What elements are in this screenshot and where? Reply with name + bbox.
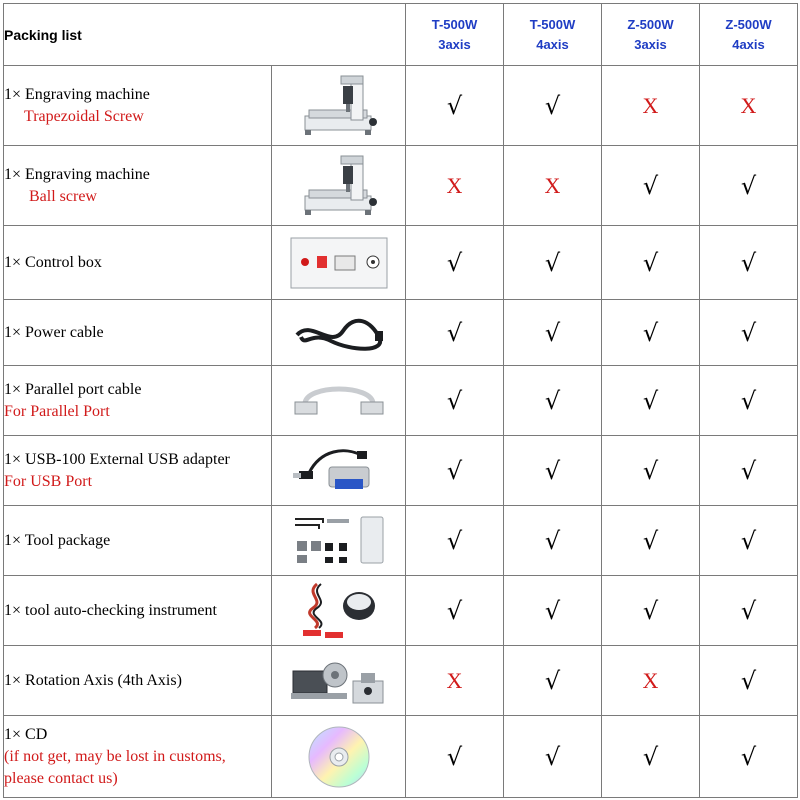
mark-cell [700, 226, 798, 300]
item-image-cell [272, 366, 406, 436]
mark-cell [406, 436, 504, 506]
item-image-cell [272, 506, 406, 576]
mark-cell [406, 366, 504, 436]
item-label: 1× Engraving machine [4, 85, 150, 103]
check-mark-icon: √ [544, 666, 561, 695]
table-row [4, 226, 798, 300]
item-label: 1× Tool package [4, 531, 111, 549]
mark-cell [504, 146, 602, 226]
mark-cell [700, 646, 798, 716]
table-row [4, 646, 798, 716]
item-label: 1× tool auto-checking instrument [4, 601, 217, 619]
cross-mark-icon: X [740, 92, 757, 118]
check-mark-icon: √ [642, 526, 659, 555]
mark-cell [504, 576, 602, 646]
item-sublabel: For USB Port [4, 472, 93, 490]
check-mark-icon: √ [446, 386, 463, 415]
item-cell [4, 66, 272, 146]
check-mark-icon: √ [446, 91, 463, 120]
table-row [4, 66, 798, 146]
item-sublabel: please contact us) [4, 769, 118, 787]
mark-cell [406, 646, 504, 716]
power-cable-icon [291, 313, 387, 353]
mark-cell [602, 366, 700, 436]
item-image-cell [272, 300, 406, 366]
check-mark-icon: √ [740, 318, 757, 347]
item-cell [4, 146, 272, 226]
check-mark-icon: √ [544, 596, 561, 625]
rotation-axis-icon [287, 651, 391, 711]
mark-cell [504, 436, 602, 506]
check-mark-icon: √ [446, 248, 463, 277]
check-mark-icon: √ [740, 666, 757, 695]
mark-cell [602, 716, 700, 798]
mark-cell [406, 300, 504, 366]
mark-cell [602, 506, 700, 576]
item-label: 1× Engraving machine [4, 165, 150, 183]
cnc-machine-icon [291, 150, 387, 222]
check-mark-icon: √ [642, 742, 659, 771]
model-name: T-500W [431, 16, 478, 32]
check-mark-icon: √ [740, 386, 757, 415]
mark-cell [700, 300, 798, 366]
check-mark-icon: √ [446, 742, 463, 771]
check-mark-icon: √ [740, 456, 757, 485]
table-row [4, 436, 798, 506]
item-label: 1× USB-100 External USB adapter [4, 450, 230, 468]
mark-cell [504, 226, 602, 300]
tool-checker-icon [291, 580, 387, 642]
model-header [504, 4, 602, 66]
model-header [700, 4, 798, 66]
mark-cell [700, 506, 798, 576]
check-mark-icon: √ [740, 526, 757, 555]
item-image-cell [272, 226, 406, 300]
item-cell [4, 226, 272, 300]
check-mark-icon: √ [740, 248, 757, 277]
mark-cell [700, 146, 798, 226]
check-mark-icon: √ [642, 386, 659, 415]
model-header [406, 4, 504, 66]
item-cell [4, 716, 272, 798]
cross-mark-icon: X [446, 667, 463, 693]
table-row [4, 506, 798, 576]
item-label: 1× Control box [4, 253, 102, 271]
check-mark-icon: √ [544, 91, 561, 120]
model-axis: 4axis [732, 36, 765, 52]
mark-cell [602, 226, 700, 300]
item-image-cell [272, 576, 406, 646]
mark-cell [700, 576, 798, 646]
item-image-cell [272, 646, 406, 716]
item-cell [4, 646, 272, 716]
check-mark-icon: √ [740, 171, 757, 200]
item-image-cell [272, 716, 406, 798]
mark-cell [700, 366, 798, 436]
item-image-cell [272, 146, 406, 226]
model-axis: 4axis [536, 36, 569, 52]
mark-cell [602, 436, 700, 506]
item-cell [4, 506, 272, 576]
mark-cell [504, 366, 602, 436]
check-mark-icon: √ [642, 171, 659, 200]
item-label: 1× Parallel port cable [4, 380, 142, 398]
table-row [4, 366, 798, 436]
item-sublabel: For Parallel Port [4, 402, 110, 420]
check-mark-icon: √ [642, 456, 659, 485]
check-mark-icon: √ [544, 742, 561, 771]
table-row [4, 716, 798, 798]
mark-cell [602, 66, 700, 146]
cross-mark-icon: X [446, 172, 463, 198]
packing-list-table [3, 3, 798, 798]
mark-cell [504, 506, 602, 576]
mark-cell [602, 576, 700, 646]
model-axis: 3axis [438, 36, 471, 52]
mark-cell [406, 716, 504, 798]
mark-cell [406, 506, 504, 576]
item-sublabel: (if not get, may be lost in customs, [4, 747, 226, 765]
check-mark-icon: √ [544, 526, 561, 555]
item-label: 1× Rotation Axis (4th Axis) [4, 671, 182, 689]
model-name: Z-500W [725, 16, 772, 32]
mark-cell [700, 716, 798, 798]
mark-cell [504, 716, 602, 798]
item-image-cell [272, 66, 406, 146]
cross-mark-icon: X [642, 92, 659, 118]
item-cell [4, 366, 272, 436]
item-cell [4, 576, 272, 646]
packing-list-title: Packing list [4, 4, 406, 66]
cross-mark-icon: X [544, 172, 561, 198]
header-row [4, 4, 798, 66]
usb-adapter-icon [291, 443, 387, 499]
check-mark-icon: √ [544, 248, 561, 277]
mark-cell [700, 436, 798, 506]
mark-cell [406, 66, 504, 146]
item-cell [4, 436, 272, 506]
table-row [4, 146, 798, 226]
mark-cell [406, 576, 504, 646]
mark-cell [700, 66, 798, 146]
check-mark-icon: √ [446, 526, 463, 555]
item-sublabel: Ball screw [29, 187, 97, 205]
check-mark-icon: √ [740, 596, 757, 625]
mark-cell [406, 146, 504, 226]
parallel-cable-icon [291, 378, 387, 424]
item-image-cell [272, 436, 406, 506]
mark-cell [602, 646, 700, 716]
item-label: 1× CD [4, 725, 48, 743]
check-mark-icon: √ [446, 318, 463, 347]
check-mark-icon: √ [642, 248, 659, 277]
table-row [4, 300, 798, 366]
check-mark-icon: √ [446, 596, 463, 625]
mark-cell [504, 66, 602, 146]
cd-icon [304, 722, 374, 792]
check-mark-icon: √ [446, 456, 463, 485]
tool-package-icon [289, 511, 389, 571]
mark-cell [602, 146, 700, 226]
mark-cell [406, 226, 504, 300]
check-mark-icon: √ [544, 318, 561, 347]
check-mark-icon: √ [642, 596, 659, 625]
model-name: T-500W [529, 16, 576, 32]
mark-cell [602, 300, 700, 366]
table-row [4, 576, 798, 646]
model-header [602, 4, 700, 66]
cnc-machine-icon [291, 70, 387, 142]
item-sublabel: Trapezoidal Screw [24, 107, 144, 125]
check-mark-icon: √ [740, 742, 757, 771]
cross-mark-icon: X [642, 667, 659, 693]
check-mark-icon: √ [544, 386, 561, 415]
item-cell [4, 300, 272, 366]
check-mark-icon: √ [544, 456, 561, 485]
control-box-icon [287, 232, 391, 294]
check-mark-icon: √ [642, 318, 659, 347]
mark-cell [504, 646, 602, 716]
mark-cell [504, 300, 602, 366]
model-axis: 3axis [634, 36, 667, 52]
item-label: 1× Power cable [4, 323, 104, 341]
model-name: Z-500W [627, 16, 674, 32]
